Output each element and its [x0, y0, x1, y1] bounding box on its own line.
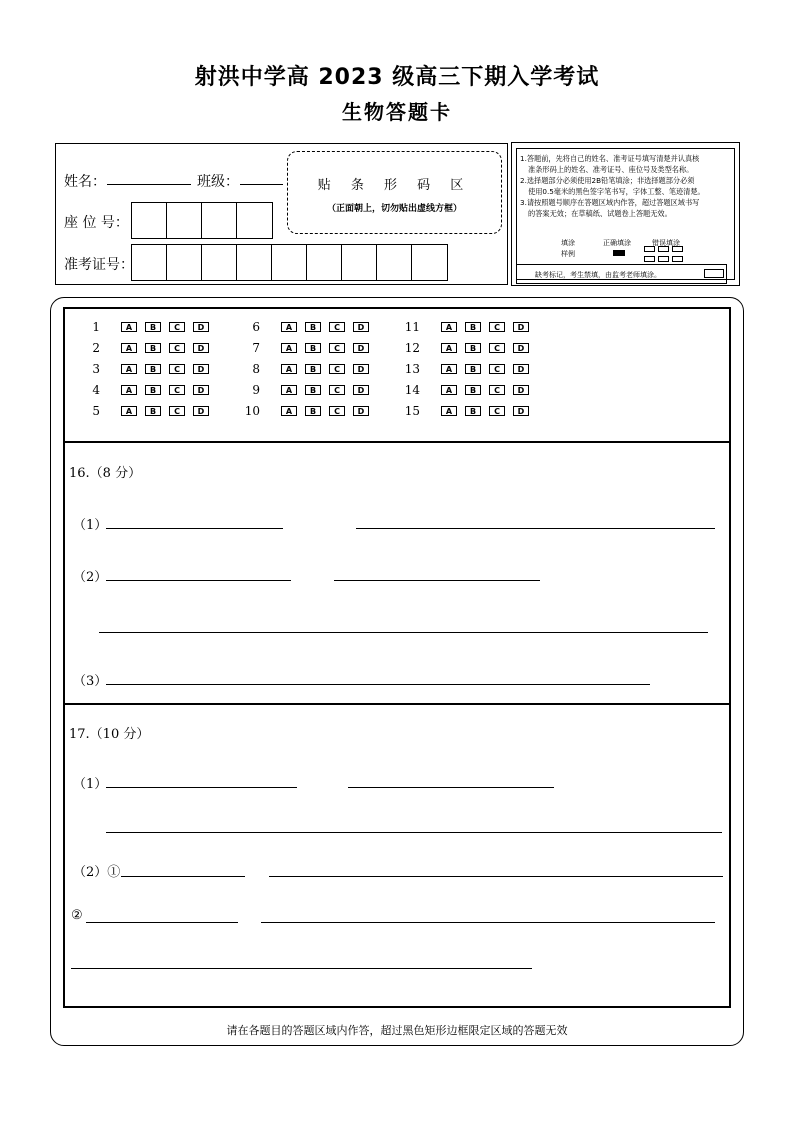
option-letter: C [334, 385, 340, 395]
option-bubble-b[interactable] [464, 321, 482, 333]
wrong-fill-label: 错误填涂 [652, 239, 680, 247]
notice-box [511, 142, 740, 286]
choice-row [240, 383, 370, 397]
correct-fill-label: 正确填涂 [603, 239, 631, 247]
choice-row [80, 341, 210, 355]
absent-mark-box [516, 264, 727, 284]
choice-row [80, 404, 210, 418]
option-letter: A [445, 322, 453, 332]
wrong-fill-samples-row2 [644, 256, 683, 262]
question-number: 5 [92, 404, 100, 418]
option-bubble-b[interactable] [464, 363, 482, 375]
absent-text: 缺考标记，考生禁填，由监考老师填涂。 [535, 271, 661, 279]
option-bubble-b[interactable] [464, 384, 482, 396]
answer-line[interactable] [356, 528, 715, 529]
option-bubble-a[interactable] [120, 321, 138, 333]
option-bubble-c[interactable] [168, 321, 186, 333]
divider [63, 703, 731, 705]
option-letter: B [309, 343, 317, 353]
page-title: 射洪中学高 2023 级高三下期入学考试 [194, 65, 600, 90]
class-field[interactable] [240, 184, 283, 185]
option-bubble-a[interactable] [120, 384, 138, 396]
option-bubble-d[interactable] [512, 405, 530, 417]
seat-label: 座 位 号： [64, 215, 129, 231]
choice-row [80, 320, 210, 334]
option-letter: D [517, 385, 525, 395]
option-bubble-c[interactable] [328, 321, 346, 333]
answer-line[interactable] [86, 922, 238, 923]
choice-row [400, 362, 530, 376]
option-bubble-d[interactable] [192, 363, 210, 375]
option-letter: A [445, 343, 453, 353]
option-letter: B [149, 364, 157, 374]
option-bubble-d[interactable] [192, 321, 210, 333]
question-number: 4 [92, 383, 100, 397]
option-bubbles [280, 342, 370, 354]
option-bubble-d[interactable] [192, 342, 210, 354]
option-letter: A [125, 322, 133, 332]
question-number: 14 [404, 383, 420, 397]
q16-part3-label: （3） [73, 674, 108, 689]
option-bubbles [280, 384, 370, 396]
option-bubble-d[interactable] [352, 405, 370, 417]
option-bubble-a[interactable] [280, 384, 298, 396]
option-bubble-b[interactable] [304, 405, 322, 417]
name-label: 姓名： [64, 174, 106, 190]
choice-row [400, 320, 530, 334]
option-letter: B [469, 343, 477, 353]
option-letter: B [149, 322, 157, 332]
notice-inner-box [516, 148, 735, 280]
option-letter: D [357, 406, 365, 416]
option-bubbles [440, 342, 530, 354]
option-bubble-c[interactable] [328, 342, 346, 354]
question-number: 7 [252, 341, 260, 355]
option-letter: A [285, 343, 293, 353]
choice-row [80, 383, 210, 397]
option-letter: A [125, 406, 133, 416]
option-bubble-a[interactable] [440, 405, 458, 417]
option-bubbles [120, 342, 210, 354]
answer-line[interactable] [334, 580, 540, 581]
option-bubble-c[interactable] [168, 384, 186, 396]
choice-row [240, 341, 370, 355]
exam-id-cells[interactable] [131, 244, 448, 281]
choice-row [80, 362, 210, 376]
correct-fill-sample [613, 250, 625, 256]
option-bubbles [440, 363, 530, 375]
option-letter: C [494, 406, 500, 416]
question-number: 1 [92, 320, 100, 334]
option-letter: D [197, 343, 205, 353]
choice-row [400, 341, 530, 355]
answer-line[interactable] [71, 968, 532, 969]
option-letter: A [285, 385, 293, 395]
q16-part2-label: （2） [73, 570, 108, 585]
answer-line[interactable] [348, 787, 554, 788]
option-bubble-b[interactable] [144, 321, 162, 333]
option-bubbles [120, 321, 210, 333]
option-letter: D [197, 406, 205, 416]
option-bubble-c[interactable] [328, 384, 346, 396]
question-number: 3 [92, 362, 100, 376]
option-bubble-c[interactable] [488, 363, 506, 375]
option-letter: D [357, 322, 365, 332]
option-letter: C [494, 385, 500, 395]
option-bubble-b[interactable] [304, 384, 322, 396]
option-bubble-a[interactable] [440, 363, 458, 375]
question-number: 6 [252, 320, 260, 334]
question-number: 15 [404, 404, 420, 418]
question-number: 10 [244, 404, 260, 418]
option-bubble-d[interactable] [352, 363, 370, 375]
option-bubble-a[interactable] [120, 342, 138, 354]
page-subtitle: 生物答题卡 [342, 100, 452, 124]
choice-row [240, 320, 370, 334]
question-number: 9 [252, 383, 260, 397]
question-number: 2 [92, 341, 100, 355]
answer-line[interactable] [261, 922, 715, 923]
answer-line[interactable] [99, 632, 708, 633]
notice-line: 1.答题前，先将自己的姓名、准考证号填写清楚并认真核 [520, 154, 700, 163]
option-bubble-a[interactable] [120, 405, 138, 417]
option-bubble-d[interactable] [512, 342, 530, 354]
option-letter: C [334, 322, 340, 332]
option-bubble-b[interactable] [304, 342, 322, 354]
option-bubble-b[interactable] [304, 363, 322, 375]
answer-line[interactable] [106, 528, 283, 529]
option-bubbles [120, 384, 210, 396]
option-letter: B [469, 364, 477, 374]
option-letter: A [285, 364, 293, 374]
option-letter: D [197, 364, 205, 374]
answer-line[interactable] [106, 832, 722, 833]
option-bubble-a[interactable] [280, 342, 298, 354]
choice-row [240, 362, 370, 376]
option-letter: D [517, 322, 525, 332]
option-bubble-c[interactable] [168, 405, 186, 417]
option-bubble-c[interactable] [488, 384, 506, 396]
option-bubble-d[interactable] [352, 321, 370, 333]
option-bubble-d[interactable] [192, 405, 210, 417]
q17-part2-label: （2）① [73, 865, 121, 880]
option-bubble-d[interactable] [352, 384, 370, 396]
option-letter: A [445, 385, 453, 395]
option-letter: C [494, 364, 500, 374]
option-bubble-a[interactable] [120, 363, 138, 375]
q16-part1-label: （1） [73, 518, 108, 533]
option-bubble-b[interactable] [464, 405, 482, 417]
notice-line: 2.选择题部分必须使用2B铅笔填涂；非选择题部分必须 [520, 176, 695, 185]
wrong-fill-samples-row1 [644, 246, 683, 252]
divider [63, 441, 731, 443]
footer-note: 请在各题目的答题区域内作答，超过黑色矩形边框限定区域的答题无效 [226, 1024, 568, 1037]
option-bubble-c[interactable] [168, 363, 186, 375]
option-letter: A [125, 343, 133, 353]
option-letter: A [445, 406, 453, 416]
option-bubbles [280, 321, 370, 333]
option-bubbles [440, 384, 530, 396]
option-letter: B [469, 406, 477, 416]
option-bubble-d[interactable] [512, 321, 530, 333]
exam-id-label: 准考证号： [64, 257, 134, 273]
option-letter: A [125, 385, 133, 395]
option-bubble-c[interactable] [488, 405, 506, 417]
option-letter: C [334, 364, 340, 374]
option-letter: C [174, 406, 180, 416]
q17-part2b-label: ② [71, 908, 83, 923]
option-letter: D [197, 322, 205, 332]
option-letter: C [174, 385, 180, 395]
option-letter: B [149, 406, 157, 416]
barcode-title: 贴 条 形 码 区 [317, 178, 472, 193]
q16-title: 16.（8 分） [69, 466, 142, 481]
fill-label: 填涂 [561, 239, 575, 247]
answer-line[interactable] [106, 580, 291, 581]
option-bubble-c[interactable] [488, 342, 506, 354]
notice-line: 使用0.5毫米的黑色签字笔书写，字体工整、笔迹清楚。 [528, 187, 705, 196]
notice-line: 准条形码上的姓名、准考证号、座位号及类型名称。 [528, 165, 694, 174]
option-letter: B [309, 406, 317, 416]
choice-row [400, 383, 530, 397]
q17-part1-label: （1） [73, 777, 108, 792]
question-number: 12 [404, 341, 420, 355]
option-letter: C [494, 322, 500, 332]
option-bubble-a[interactable] [280, 363, 298, 375]
option-bubbles [120, 405, 210, 417]
absent-mark-checkbox[interactable] [704, 269, 724, 278]
choice-row [240, 404, 370, 418]
notice-text [520, 153, 732, 219]
option-letter: C [174, 343, 180, 353]
option-letter: A [285, 406, 293, 416]
option-bubble-d[interactable] [512, 363, 530, 375]
question-number: 13 [404, 362, 420, 376]
option-bubbles [440, 405, 530, 417]
option-letter: B [309, 322, 317, 332]
option-letter: C [174, 364, 180, 374]
option-letter: D [357, 343, 365, 353]
answer-line[interactable] [269, 876, 723, 877]
option-letter: B [309, 385, 317, 395]
option-bubble-a[interactable] [280, 321, 298, 333]
option-letter: C [334, 343, 340, 353]
option-letter: C [494, 343, 500, 353]
option-letter: D [197, 385, 205, 395]
option-bubble-b[interactable] [144, 342, 162, 354]
option-bubble-d[interactable] [512, 384, 530, 396]
option-bubble-a[interactable] [280, 405, 298, 417]
answer-line[interactable] [121, 876, 245, 877]
option-bubble-d[interactable] [352, 342, 370, 354]
class-label: 班级： [197, 174, 239, 190]
notice-line: 3.请按照题号顺序在答题区域内作答，超过答题区域书写 [520, 198, 700, 207]
option-bubble-b[interactable] [144, 363, 162, 375]
option-bubble-b[interactable] [144, 405, 162, 417]
option-bubbles [120, 363, 210, 375]
option-letter: A [285, 322, 293, 332]
option-letter: D [357, 364, 365, 374]
option-bubble-c[interactable] [328, 405, 346, 417]
option-bubble-b[interactable] [304, 321, 322, 333]
option-letter: D [517, 343, 525, 353]
option-bubble-c[interactable] [328, 363, 346, 375]
option-letter: D [517, 406, 525, 416]
question-number: 11 [404, 320, 420, 334]
option-bubble-a[interactable] [440, 342, 458, 354]
choice-row [400, 404, 530, 418]
answer-line[interactable] [106, 787, 297, 788]
barcode-hint: （正面朝上，切勿贴出虚线方框） [326, 204, 462, 214]
answer-line[interactable] [106, 684, 650, 685]
option-letter: B [149, 343, 157, 353]
option-letter: B [469, 385, 477, 395]
option-bubbles [440, 321, 530, 333]
option-letter: B [309, 364, 317, 374]
option-bubbles [280, 405, 370, 417]
q17-title: 17.（10 分） [69, 727, 150, 742]
option-bubble-b[interactable] [144, 384, 162, 396]
notice-line: 的答案无效；在草稿纸、试题卷上答题无效。 [528, 209, 672, 218]
option-letter: D [357, 385, 365, 395]
option-letter: D [517, 364, 525, 374]
option-letter: C [174, 322, 180, 332]
option-bubble-c[interactable] [168, 342, 186, 354]
option-letter: B [149, 385, 157, 395]
option-bubble-c[interactable] [488, 321, 506, 333]
option-bubble-a[interactable] [440, 321, 458, 333]
question-number: 8 [252, 362, 260, 376]
option-bubble-b[interactable] [464, 342, 482, 354]
option-letter: B [469, 322, 477, 332]
option-letter: C [334, 406, 340, 416]
seat-number-cells[interactable] [131, 202, 273, 239]
example-label: 样例 [561, 250, 575, 258]
option-bubble-d[interactable] [192, 384, 210, 396]
barcode-area [287, 151, 502, 234]
option-bubbles [280, 363, 370, 375]
option-letter: A [445, 364, 453, 374]
name-field[interactable] [107, 184, 191, 185]
option-bubble-a[interactable] [440, 384, 458, 396]
option-letter: A [125, 364, 133, 374]
